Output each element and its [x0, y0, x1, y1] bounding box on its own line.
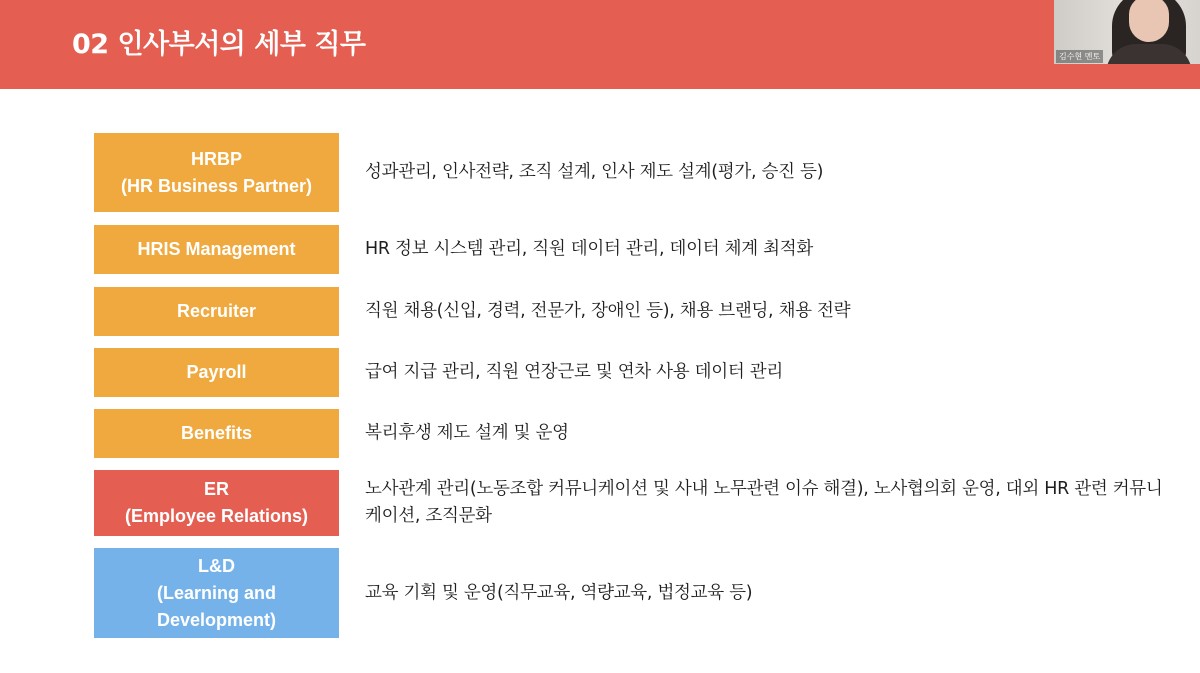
role-label: HRBP (HR Business Partner): [120, 148, 313, 196]
role-description-recruiter: [365, 287, 1175, 336]
role-box-ld: [94, 548, 339, 638]
role-label: Recruiter: [176, 301, 257, 321]
participant-name-label: 김수현 멘토: [1056, 50, 1103, 63]
role-description-text: 직원 채용(신입, 경력, 전문가, 장애인 등), 채용 브랜딩, 채용 전략: [365, 301, 851, 321]
participant-face: [1129, 0, 1169, 42]
role-description-er: [365, 470, 1175, 536]
role-box-recruiter: [94, 287, 339, 336]
role-label: Payroll: [186, 362, 247, 382]
role-label: ER (Employee Relations): [124, 479, 309, 526]
role-box-er: [94, 470, 339, 536]
role-label: L&D (Learning and Development): [156, 555, 277, 630]
role-description-text: 복리후생 제도 설계 및 운영: [365, 423, 569, 443]
role-description-hrbp: [365, 133, 1175, 212]
slide-title: 02 인사부서의 세부 직무: [72, 29, 366, 60]
role-description-benefits: [365, 409, 1175, 458]
role-description-ld: [365, 548, 1175, 638]
role-box-payroll: [94, 348, 339, 397]
role-label: Benefits: [180, 423, 252, 443]
role-description-payroll: [365, 348, 1175, 397]
webcam-thumbnail[interactable]: [1054, 0, 1200, 64]
role-description-hris: [365, 225, 1175, 274]
slide-header: [0, 0, 1200, 89]
role-label: HRIS Management: [137, 239, 296, 259]
role-description-text: HR 정보 시스템 관리, 직원 데이터 관리, 데이터 체계 최적화: [365, 239, 813, 259]
role-description-text: 성과관리, 인사전략, 조직 설계, 인사 제도 설계(평가, 승진 등): [365, 162, 824, 182]
role-description-text: 급여 지급 관리, 직원 연장근로 및 연차 사용 데이터 관리: [365, 362, 783, 382]
role-box-benefits: [94, 409, 339, 458]
role-description-text: 교육 기획 및 운영(직무교육, 역량교육, 법정교육 등): [365, 582, 753, 603]
role-box-hrbp: [94, 133, 339, 212]
role-description-text: 노사관계 관리(노동조합 커뮤니케이션 및 사내 노무관련 이슈 해결), 노사협의회 운영, 대외 HR 관련 커뮤니케이션, 조직문화: [365, 479, 1163, 526]
role-box-hris: [94, 225, 339, 274]
